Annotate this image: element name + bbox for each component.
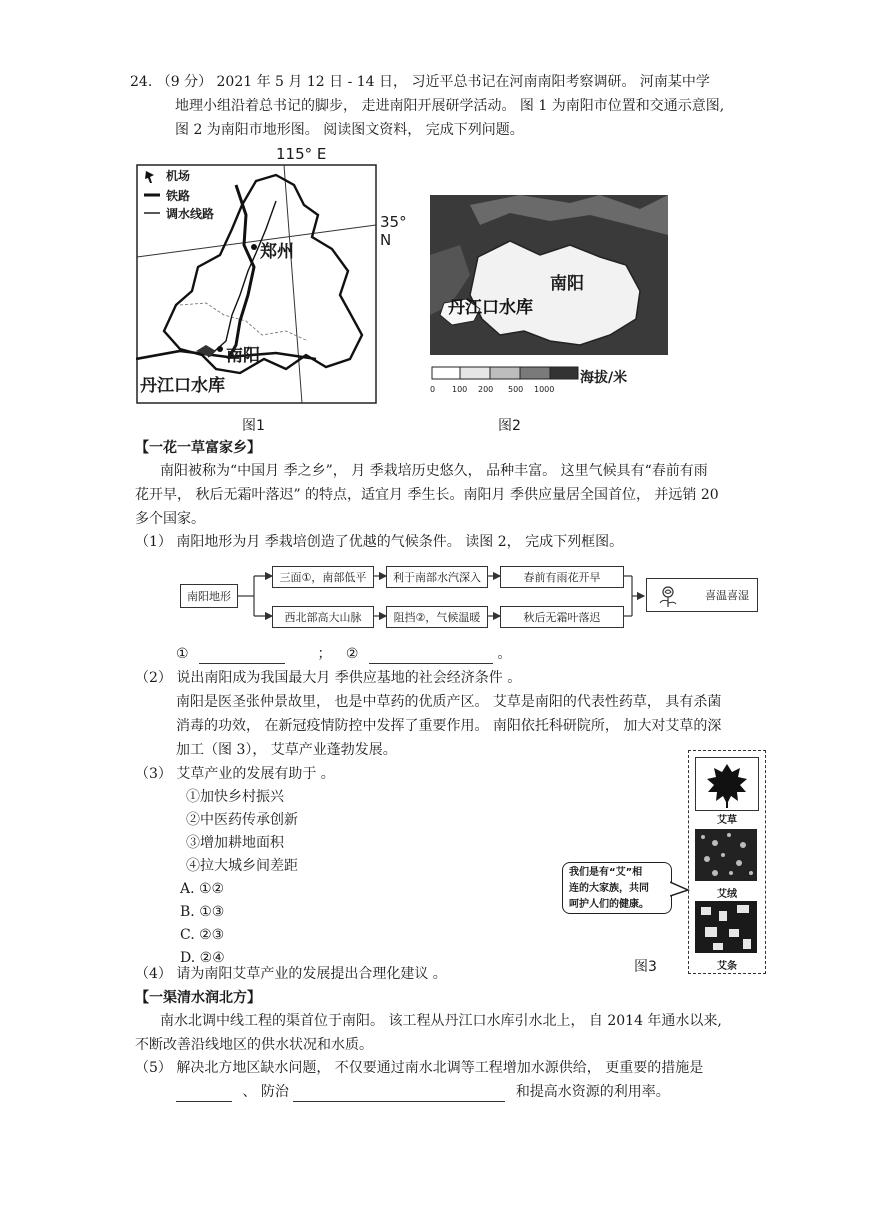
mugwort-leaf-image: [695, 757, 759, 811]
question-2: （2） 说出南阳成为我国最大月 季供应基地的社会经济条件 。: [135, 670, 522, 686]
bubble-line-3: 呵护人们的健康。: [569, 899, 649, 910]
moxa-stick-image: [695, 901, 757, 953]
blank-2-marker: ②: [345, 646, 359, 662]
zhengzhou-label: 郑州: [260, 242, 294, 262]
figure-2-caption: 图2: [498, 418, 521, 434]
figure-1-svg: [136, 145, 378, 405]
figure-1-map: [136, 145, 407, 405]
figure-3-panel: [688, 750, 766, 974]
blank-end-mark: 。: [497, 646, 512, 662]
question-line-3: 图 2 为南阳市地形图。 阅读图文资料， 完成下列问题。: [175, 122, 524, 138]
flow-bottom-3: 秋后无霜叶落迟: [500, 606, 624, 628]
question-4: （4） 请为南阳艾草产业的发展提出合理化建议 。: [135, 966, 447, 982]
rose-icon: [655, 584, 681, 611]
longitude-label: 115° E: [276, 145, 327, 163]
answer-blanks-q1: [176, 644, 511, 664]
figure-3-caption: 图3: [634, 959, 657, 975]
question-5-line-2: [176, 1082, 670, 1102]
nanyang-basin-label: 南阳: [550, 274, 584, 294]
flow-end-text: 喜温喜湿: [705, 589, 749, 602]
fig3-label-2: 艾绒: [717, 889, 737, 900]
flow-bottom-2: 阻挡②，气候温暖: [386, 606, 488, 628]
mugwort-floss-image: [695, 829, 757, 881]
blank-1-input[interactable]: [199, 649, 285, 664]
q3-item-1: ①加快乡村振兴: [186, 789, 284, 805]
bubble-line-2: 连的大家族，共同: [569, 883, 649, 894]
bubble-pointer: [670, 880, 690, 900]
tick-200: 200: [478, 385, 494, 394]
blank-2-input[interactable]: [369, 649, 493, 664]
question-2-para-1: 南阳是医圣张仲景故里， 也是中草药的优质产区。 艾草是南阳的代表性药草， 具有杀菌: [176, 694, 722, 710]
section-1-para-1: 南阳被称为“中国月 季之乡”， 月 季栽培历史悠久， 品种丰富。 这里气候具有“春前有雨: [160, 463, 708, 479]
blank-1-marker: ①: [176, 646, 189, 662]
question-3: （3） 艾草产业的发展有助于 。: [135, 766, 335, 782]
legend-railway: 铁路: [166, 189, 191, 203]
legend-water-route: 调水线路: [166, 207, 215, 221]
latitude-label: 35° N: [380, 213, 407, 249]
elevation-unit: 海拔/米: [580, 370, 628, 386]
tick-1000: 1000: [534, 385, 555, 394]
q5-text-a: 、 防治: [242, 1084, 289, 1100]
flow-bottom-1: 西北部高大山脉: [272, 606, 374, 628]
q3-item-3: ③增加耕地面积: [186, 835, 284, 851]
q5-text-b: 和提高水资源的利用率。: [515, 1084, 670, 1100]
section-1-para-3: 多个国家。: [135, 511, 205, 527]
section-1-title: 【一花一草富家乡】: [135, 440, 261, 456]
legend-airport: 机场: [166, 169, 191, 183]
question-line-1: 24. （9 分） 2021 年 5 月 12 日 - 14 日， 习近平总书记在河南南阳考察调研。 河南某中学: [130, 74, 710, 90]
section-1-para-2: 花开早， 秋后无霜叶落迟” 的特点，适宜月 季生长。南阳月 季供应量居全国首位， 并远销 20: [135, 487, 719, 503]
flowchart: [180, 566, 760, 630]
section-2-para-1: 南水北调中线工程的渠首位于南阳。 该工程从丹江口水库引水北上， 自 2014 年通水以来,: [160, 1013, 722, 1029]
tick-100: 100: [452, 385, 468, 394]
flow-end-box: [646, 578, 758, 612]
question-2-para-3: 加工（图 3）， 艾草产业蓬勃发展。: [176, 742, 397, 758]
q3-option-b[interactable]: B. ①③: [180, 904, 225, 920]
figure-2-map: [430, 195, 670, 405]
q3-option-a[interactable]: A. ①②: [180, 881, 225, 897]
nanyang-label: 南阳: [226, 346, 260, 366]
question-1: （1） 南阳地形为月 季栽培创造了优越的气候条件。 读图 2， 完成下列框图。: [135, 534, 624, 550]
reservoir-label: 丹江口水库: [140, 376, 225, 396]
question-line-2: 地理小组沿着总书记的脚步， 走进南阳开展研学活动。 图 1 为南阳市位置和交通示意图,: [175, 98, 725, 114]
q3-item-4: ④拉大城乡间差距: [186, 858, 298, 874]
figure-1-caption: 图1: [242, 418, 265, 434]
tick-500: 500: [508, 385, 524, 394]
bubble-line-1: 我们是有“艾”相: [569, 867, 643, 878]
flow-top-2: 利于南部水汽深入: [386, 566, 488, 588]
question-5-line-1: （5） 解决北方地区缺水问题， 不仅要通过南水北调等工程增加水源供给， 更重要的措施是: [135, 1060, 704, 1076]
q5-blank-1[interactable]: [176, 1087, 232, 1102]
elevation-tick-labels: [430, 385, 590, 397]
q5-blank-2[interactable]: [293, 1087, 505, 1102]
fig3-label-3: 艾条: [717, 961, 737, 972]
blank-separator: ；: [317, 646, 332, 662]
flow-start-box: 南阳地形: [180, 584, 238, 608]
question-2-para-2: 消毒的功效， 在新冠疫情防控中发挥了重要作用。 南阳依托科研院所， 加大对艾草的深: [176, 718, 722, 734]
q3-option-c[interactable]: C. ②③: [180, 927, 225, 943]
speech-bubble: [562, 862, 672, 914]
flow-top-1: 三面①，南部低平: [272, 566, 374, 588]
reservoir-label-2: 丹江口水库: [448, 298, 533, 318]
flow-top-3: 春前有雨花开早: [500, 566, 624, 588]
q3-item-2: ②中医药传承创新: [186, 812, 298, 828]
fig3-label-1: 艾草: [717, 815, 737, 826]
section-2-title: 【一渠清水润北方】: [135, 990, 261, 1006]
tick-0: 0: [430, 385, 436, 394]
section-2-para-2: 不断改善沿线地区的供水状况和水质。: [135, 1037, 373, 1053]
q3-option-d[interactable]: D. ②④: [180, 950, 225, 966]
